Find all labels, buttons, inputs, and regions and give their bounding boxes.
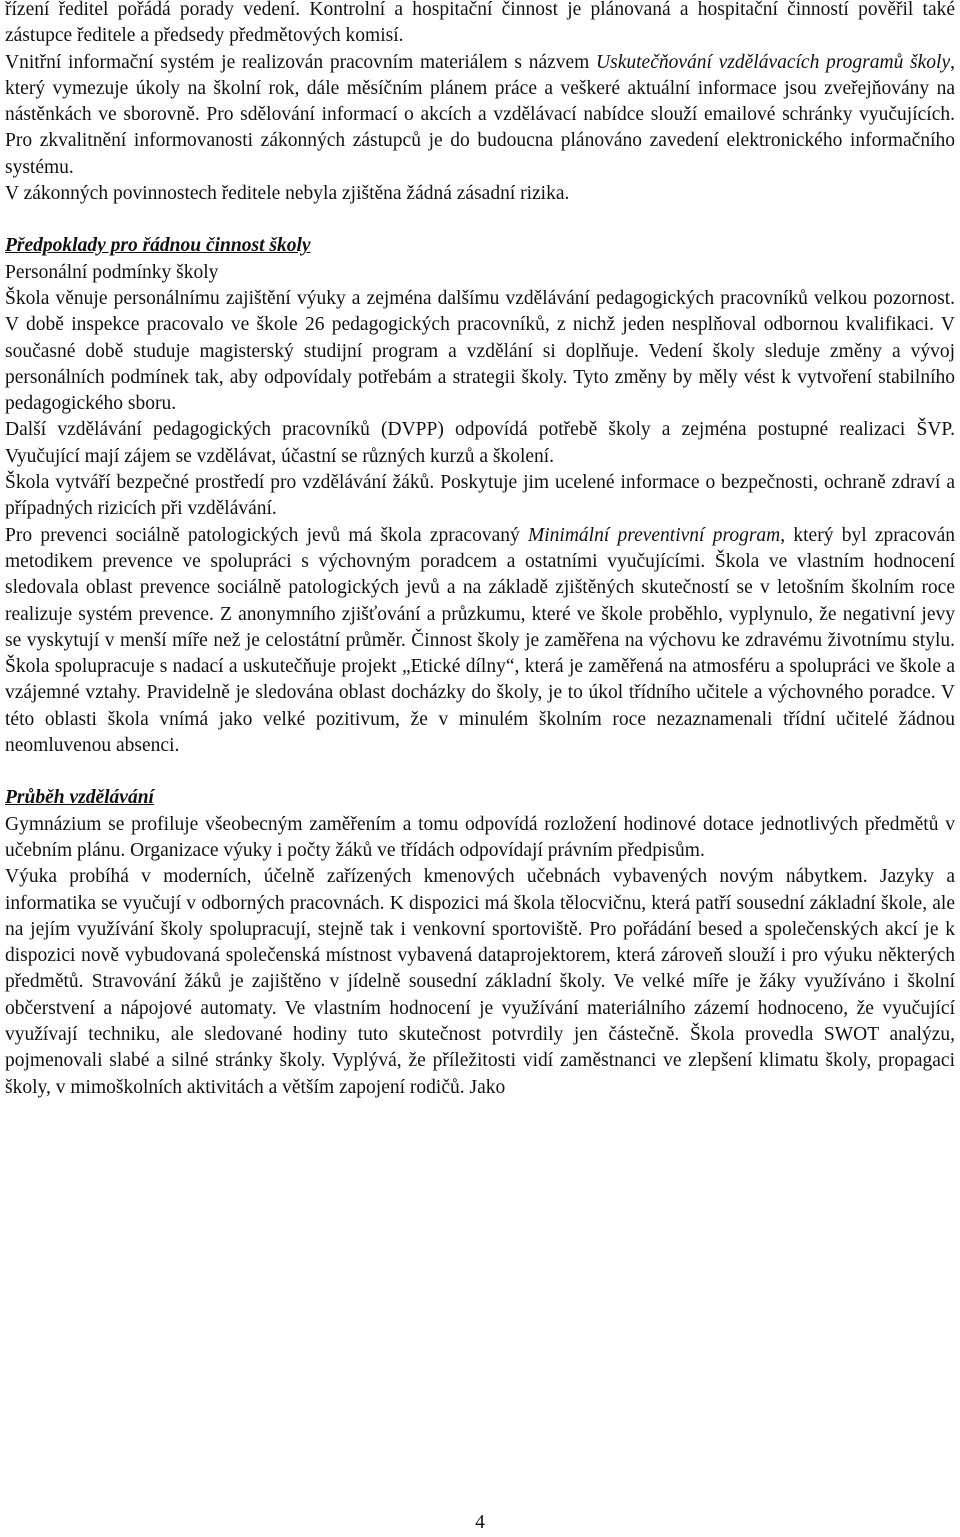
paragraph-text: , který byl zpracován metodikem prevence ve spolupráci s výchovným poradcem a ostatními vyučujícími. Škola ve vlastním hodnocení sledovala oblast prevence sociálně patologických jevů a na základě zjištěných skutečností se v letošním školním roce realizuje systém prevence. Z anonymního zjišťování a průzkumu, které ve škole proběhlo, vyplynulo, že negativní jevy se vyskytují v menší míře než je celostátní průměr. Činnost školy je zaměřena na výchovu ke zdravému životnímu stylu. Škola spolupracuje s nadací a uskutečňuje projekt „Etické dílny“, která je zaměřená na atmosféru a spolupráci ve škole a vzájemné vztahy. Pravidelně je sledována oblast docházky do školy, je to úkol třídního učitele a výchovného poradce. V této oblasti škola vnímá jako velké pozitivum, že v minulém školním roce nezaznamenali třídní učitelé žádnou neomluvenou absenci.: [5, 524, 955, 757]
paragraph-prevention: [5, 523, 955, 760]
paragraph-text: Vnitřní informační systém je realizován pracovním materiálem s názvem: [5, 51, 597, 73]
paragraph-dvpp: Další vzdělávání pedagogických pracovníků (DVPP) odpovídá potřebě školy a zejména postupné realizaci ŠVP. Vyučující mají zájem se vzdělávat, účastní se různých kurzů a školení.: [5, 419, 955, 467]
paragraph-personnel: Škola věnuje personálnímu zajištění výuky a zejména dalšímu vzdělávání pedagogických pracovníků velkou pozornost. V době inspekce pracovalo ve škole 26 pedagogických pracovníků, z nichž jeden nesplňoval odbornou kvalifikaci. V současné době studuje magisterský studijní program a vzdělání si doplňuje. Vedení školy sleduje změny a vývoj personálních podmínek tak, aby odpovídaly potřebám a strategii školy. Tyto změny by měly vést k vytvoření stabilního pedagogického sboru.: [5, 287, 955, 415]
page-number: 4: [475, 1512, 485, 1533]
subheading-personnel: Personální podmínky školy: [5, 261, 219, 283]
paragraph-text: Pro prevenci sociálně patologických jevů má škola zpracovaný: [5, 524, 528, 546]
paragraph-teaching: Výuka probíhá v moderních, účelně zařízených kmenových učebnách vybavených novým nábytkem. Jazyky a informatika se vyučují v odborných pracovnách. K dispozici má škola tělocvičnu, která patří sousední základní škole, ale na jejím využívání školy spolupracují, stejně tak i venkovní sportoviště. Pro pořádání besed a společenských akcí je k dispozici nově vybudovaná společenská místnost vybavená dataprojektorem, která zároveň slouží i pro výuku některých předmětů. Stravování žáků je zajištěno v jídelně sousední základní školy. Ve velké míře je žáky využíváno i školní občerstvení a nápojové automaty. Ve vlastním hodnocení je využívání materiálního zázemí hodnoceno, že vyučující využívají techniku, ale sledované hodiny tuto skutečnost potvrdily jen částečně. Škola provedla SWOT analýzu, pojmenovali slabé a silné stránky školy. Vyplývá, že příležitosti vidí zaměstnanci ve zlepšení klimatu školy, propagaci školy, v mimoškolních aktivitách a větším zapojení rodičů. Jako: [5, 866, 955, 1098]
paragraph-text: , který vymezuje úkoly na školní rok, dále měsíčním plánem práce a veškeré aktuální informace jsou zveřejňovány na nástěnkách ve sborovně. Pro sdělování informací o akcích a vzdělávací nabídce slouží emailové schránky vyučujících. Pro zkvalitnění informovanosti zákonných zástupců je do budoucna plánováno zavedení elektronického informačního systému.: [5, 51, 955, 178]
paragraph-legal-duties: V zákonných povinnostech ředitele nebyla zjištěna žádná zásadní rizika.: [5, 183, 570, 205]
section-heading-education-process: Průběh vzdělávání: [5, 787, 154, 809]
section-heading-prerequisites: Předpoklady pro řádnou činnost školy: [5, 235, 311, 257]
program-title-italic: Minimální preventivní program: [527, 524, 781, 546]
paragraph-safety: Škola vytváří bezpečné prostředí pro vzdělávání žáků. Poskytuje jim ucelené informace o bezpečnosti, ochraně zdraví a případných rizicích při vzdělávání.: [5, 472, 955, 520]
document-title-italic: Uskutečňování vzdělávacích programů školy: [596, 51, 951, 73]
paragraph-information-system: [5, 50, 955, 181]
document-page: [5, 0, 955, 1101]
paragraph-gymnasium: Gymnázium se profiluje všeobecným zaměřením a tomu odpovídá rozložení hodinové dotace jednotlivých předmětů v učebním plánu. Organizace výuky i počty žáků ve třídách odpovídají právním předpisům.: [5, 813, 955, 861]
paragraph-management: řízení ředitel pořádá porady vedení. Kontrolní a hospitační činnost je plánovaná a hospitační činností pověřil také zástupce ředitele a předsedy předmětových komisí.: [5, 0, 955, 47]
